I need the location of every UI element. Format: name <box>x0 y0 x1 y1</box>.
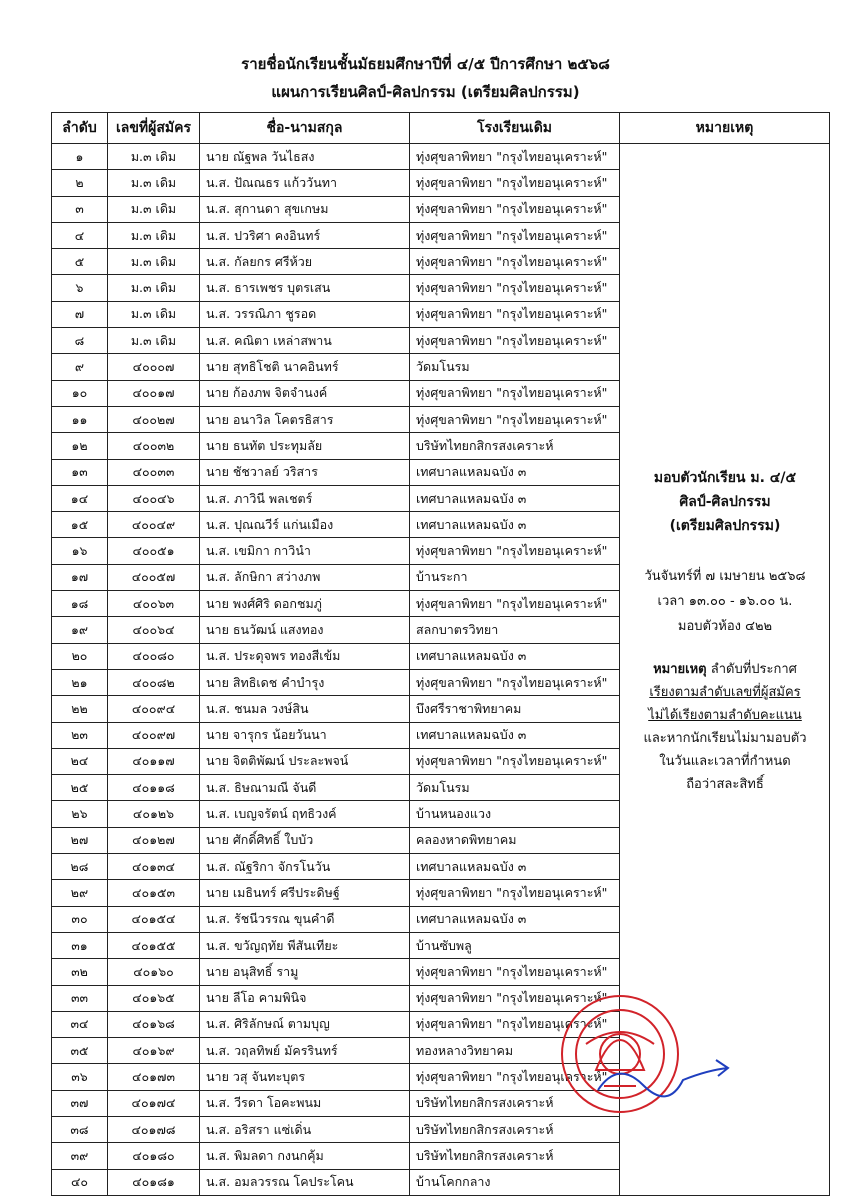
row-order: ๘ <box>52 328 108 354</box>
table-header-row <box>52 113 830 144</box>
row-applicant-no: ม.๓ เดิม <box>108 196 200 222</box>
row-previous-school: วัดมโนรม <box>410 775 620 801</box>
signature-mark <box>588 1050 738 1110</box>
row-applicant-no: ๔๐๐๐๗ <box>108 354 200 380</box>
document-title: รายชื่อนักเรียนชั้นมัธยมศึกษาปีที่ ๔/๕ ปีการศึกษา ๒๕๖๘ <box>241 55 610 73</box>
row-previous-school: เทศบาลแหลมฉบัง ๓ <box>410 854 620 880</box>
note-text: และหากนักเรียนไม่มามอบตัว <box>643 731 807 746</box>
row-previous-school: ทุ่งศุขลาพิทยา "กรุงไทยอนุเคราะห์" <box>410 328 620 354</box>
row-student-name: นาย เมธินทร์ ศรีประดิษฐ์ <box>200 880 410 906</box>
row-applicant-no: ๔๐๐๘๐ <box>108 643 200 669</box>
row-order: ๓๔ <box>52 1011 108 1037</box>
row-previous-school: บ้านหนองแวง <box>410 801 620 827</box>
row-student-name: นาย ธนวัฒน์ แสงทอง <box>200 617 410 643</box>
row-previous-school: เทศบาลแหลมฉบัง ๓ <box>410 722 620 748</box>
row-student-name: น.ส. อมลวรรณ โคประโคน <box>200 1169 410 1195</box>
row-student-name: นาย ศักดิ์ศิทธิ์ ใบบัว <box>200 827 410 853</box>
row-applicant-no: ๔๐๑๘๑ <box>108 1169 200 1195</box>
row-previous-school: วัดมโนรม <box>410 354 620 380</box>
row-applicant-no: ๔๐๐๖๔ <box>108 617 200 643</box>
row-order: ๑๗ <box>52 564 108 590</box>
row-previous-school: บริษัทไทยกสิกรสงเคราะห์ <box>410 1090 620 1116</box>
row-applicant-no: ๔๐๑๖๘ <box>108 1011 200 1037</box>
row-order: ๙ <box>52 354 108 380</box>
row-order: ๒๙ <box>52 880 108 906</box>
row-order: ๒๓ <box>52 722 108 748</box>
row-order: ๒๑ <box>52 669 108 695</box>
note-text-underlined: ไม่ได้เรียงตามลำดับคะแนน <box>648 708 802 723</box>
row-order: ๑๘ <box>52 591 108 617</box>
row-student-name: นาย สุทธิโชติ นาคอินทร์ <box>200 354 410 380</box>
row-order: ๓๖ <box>52 1064 108 1090</box>
row-student-name: น.ส. ณัฐริกา จักรโนวัน <box>200 854 410 880</box>
row-applicant-no: ๔๐๑๗๓ <box>108 1064 200 1090</box>
row-previous-school: เทศบาลแหลมฉบัง ๓ <box>410 906 620 932</box>
row-previous-school: ทุ่งศุขลาพิทยา "กรุงไทยอนุเคราะห์" <box>410 406 620 432</box>
row-student-name: นาย ธนทัต ประทุมลัย <box>200 433 410 459</box>
row-applicant-no: ๔๐๑๕๕ <box>108 932 200 958</box>
schedule-time: เวลา ๑๓.๐๐ - ๑๖.๐๐ น. <box>657 594 793 609</box>
row-order: ๒๘ <box>52 854 108 880</box>
row-previous-school: บ้านระกา <box>410 564 620 590</box>
row-applicant-no: ๔๐๑๑๘ <box>108 775 200 801</box>
row-order: ๑๙ <box>52 617 108 643</box>
row-previous-school: บริษัทไทยกสิกรสงเคราะห์ <box>410 1116 620 1142</box>
notice-line: ศิลป์-ศิลปกรรม <box>679 494 771 510</box>
row-previous-school: เทศบาลแหลมฉบัง ๓ <box>410 459 620 485</box>
header-remarks: หมายเหตุ <box>620 113 830 144</box>
row-applicant-no: ๔๐๐๙๔ <box>108 696 200 722</box>
row-applicant-no: ๔๐๐๖๓ <box>108 591 200 617</box>
row-order: ๑๔ <box>52 485 108 511</box>
row-student-name: นาย ชัชวาลย์ วริสาร <box>200 459 410 485</box>
row-student-name: น.ส. อริสรา แซ่เดิ่น <box>200 1116 410 1142</box>
row-applicant-no: ๔๐๑๒๖ <box>108 801 200 827</box>
row-order: ๓๙ <box>52 1143 108 1169</box>
row-student-name: นาย สิทธิเดช คำบำรุง <box>200 669 410 695</box>
row-order: ๑๓ <box>52 459 108 485</box>
row-student-name: นาย จิตติพัฒน์ ประละพจน์ <box>200 748 410 774</box>
note-text: ลำดับที่ประกาศ <box>710 662 797 677</box>
row-student-name: นาย จารุกร น้อยวันนา <box>200 722 410 748</box>
row-order: ๒๐ <box>52 643 108 669</box>
row-previous-school: ทุ่งศุขลาพิทยา "กรุงไทยอนุเคราะห์" <box>410 249 620 275</box>
enrollment-notice <box>620 466 830 538</box>
row-previous-school: บึงศรีราชาพิทยาคม <box>410 696 620 722</box>
row-previous-school: ทุ่งศุขลาพิทยา "กรุงไทยอนุเคราะห์" <box>410 1064 620 1090</box>
row-applicant-no: ๔๐๑๗๘ <box>108 1116 200 1142</box>
row-student-name: น.ส. พิมลดา กงนกคุ้ม <box>200 1143 410 1169</box>
row-applicant-no: ๔๐๐๘๒ <box>108 669 200 695</box>
row-student-name: น.ส. ศิริลักษณ์ ตามบุญ <box>200 1011 410 1037</box>
row-student-name: น.ส. รัชนีวรรณ ขุนคำดี <box>200 906 410 932</box>
row-applicant-no: ๔๐๑๓๔ <box>108 854 200 880</box>
row-applicant-no: ๔๐๑๗๔ <box>108 1090 200 1116</box>
row-previous-school: ทุ่งศุขลาพิทยา "กรุงไทยอนุเคราะห์" <box>410 301 620 327</box>
row-order: ๓ <box>52 196 108 222</box>
row-applicant-no: ม.๓ เดิม <box>108 249 200 275</box>
row-previous-school: ทุ่งศุขลาพิทยา "กรุงไทยอนุเคราะห์" <box>410 959 620 985</box>
row-order: ๔ <box>52 222 108 248</box>
row-order: ๑ <box>52 144 108 170</box>
row-order: ๒๕ <box>52 775 108 801</box>
row-student-name: น.ส. คณิตา เหล่าสพาน <box>200 328 410 354</box>
schedule-room: มอบตัวห้อง ๔๒๒ <box>677 619 773 634</box>
row-previous-school: เทศบาลแหลมฉบัง ๓ <box>410 485 620 511</box>
note-text: ในวันและเวลาที่กำหนด <box>659 754 791 769</box>
row-student-name: น.ส. ธารเพชร บุตรเสน <box>200 275 410 301</box>
row-applicant-no: ๔๐๐๔๖ <box>108 485 200 511</box>
row-student-name: นาย อนาวิล โคตรธิสาร <box>200 406 410 432</box>
row-previous-school: ทองหลางวิทยาคม <box>410 1038 620 1064</box>
row-order: ๑๐ <box>52 380 108 406</box>
document-subtitle: แผนการเรียนศิลป์-ศิลปกรรม (เตรียมศิลปกรรม) <box>271 83 580 101</box>
row-previous-school: ทุ่งศุขลาพิทยา "กรุงไทยอนุเคราะห์" <box>410 669 620 695</box>
row-previous-school: ทุ่งศุขลาพิทยา "กรุงไทยอนุเคราะห์" <box>410 748 620 774</box>
row-student-name: นาย วสุ จันทะบุตร <box>200 1064 410 1090</box>
row-order: ๒๗ <box>52 827 108 853</box>
student-list-table <box>51 112 830 1196</box>
notice-line: มอบตัวนักเรียน ม. ๔/๕ <box>653 470 797 486</box>
row-student-name: น.ส. สุกานดา สุขเกษม <box>200 196 410 222</box>
row-student-name: น.ส. กัลยกร ศรีห้วย <box>200 249 410 275</box>
row-student-name: น.ส. เบญจรัตน์ ฤทธิวงค์ <box>200 801 410 827</box>
row-applicant-no: ๔๐๑๖๙ <box>108 1038 200 1064</box>
row-previous-school: คลองหาดพิทยาคม <box>410 827 620 853</box>
header-name: ชื่อ-นามสกุล <box>200 113 410 144</box>
row-student-name: น.ส. ขวัญฤทัย พีสันเทียะ <box>200 932 410 958</box>
row-applicant-no: ม.๓ เดิม <box>108 328 200 354</box>
row-applicant-no: ม.๓ เดิม <box>108 222 200 248</box>
row-student-name: น.ส. วฤลทิพย์ มัครรินทร์ <box>200 1038 410 1064</box>
row-applicant-no: ๔๐๐๔๙ <box>108 512 200 538</box>
header-previous-school: โรงเรียนเดิม <box>410 113 620 144</box>
row-order: ๑๑ <box>52 406 108 432</box>
row-order: ๑๕ <box>52 512 108 538</box>
schedule-date: วันจันทร์ที่ ๗ เมษายน ๒๕๖๘ <box>644 569 806 584</box>
row-student-name: น.ส. ธิษณามณี จันดี <box>200 775 410 801</box>
row-previous-school: ทุ่งศุขลาพิทยา "กรุงไทยอนุเคราะห์" <box>410 380 620 406</box>
row-student-name: น.ส. ประดุจพร ทองสีเข้ม <box>200 643 410 669</box>
row-previous-school: ทุ่งศุขลาพิทยา "กรุงไทยอนุเคราะห์" <box>410 170 620 196</box>
row-previous-school: บ้านโคกกลาง <box>410 1169 620 1195</box>
row-student-name: น.ส. ลักษิกา สว่างภพ <box>200 564 410 590</box>
row-order: ๕ <box>52 249 108 275</box>
row-order: ๓๕ <box>52 1038 108 1064</box>
row-previous-school: เทศบาลแหลมฉบัง ๓ <box>410 643 620 669</box>
row-order: ๒ <box>52 170 108 196</box>
row-order: ๒๒ <box>52 696 108 722</box>
row-student-name: น.ส. ปวริศา คงอินทร์ <box>200 222 410 248</box>
row-student-name: นาย ณัฐพล วันไธสง <box>200 144 410 170</box>
row-applicant-no: ๔๐๐๓๓ <box>108 459 200 485</box>
row-order: ๓๐ <box>52 906 108 932</box>
row-student-name: นาย ก้องภพ จิตจำนงค์ <box>200 380 410 406</box>
row-previous-school: ทุ่งศุขลาพิทยา "กรุงไทยอนุเคราะห์" <box>410 1011 620 1037</box>
row-applicant-no: ม.๓ เดิม <box>108 170 200 196</box>
row-student-name: น.ส. ภาวินี พลเชตร์ <box>200 485 410 511</box>
row-student-name: นาย พงศ์ศิริ ดอกชมภู่ <box>200 591 410 617</box>
row-order: ๓๑ <box>52 932 108 958</box>
row-applicant-no: ม.๓ เดิม <box>108 275 200 301</box>
table-row <box>52 144 830 170</box>
row-applicant-no: ๔๐๐๒๗ <box>108 406 200 432</box>
row-applicant-no: ๔๐๐๓๒ <box>108 433 200 459</box>
row-student-name: นาย อนุสิทธิ์ รามู <box>200 959 410 985</box>
notice-line: (เตรียมศิลปกรรม) <box>669 518 781 534</box>
row-applicant-no: ม.๓ เดิม <box>108 144 200 170</box>
row-previous-school: ทุ่งศุขลาพิทยา "กรุงไทยอนุเคราะห์" <box>410 880 620 906</box>
remarks-note <box>620 658 830 796</box>
row-order: ๒๖ <box>52 801 108 827</box>
note-label: หมายเหตุ <box>653 662 707 677</box>
row-order: ๓๗ <box>52 1090 108 1116</box>
row-applicant-no: ม.๓ เดิม <box>108 301 200 327</box>
row-student-name: น.ส. ปุณณวีร์ แก่นเมือง <box>200 512 410 538</box>
row-applicant-no: ๔๐๐๙๗ <box>108 722 200 748</box>
row-applicant-no: ๔๐๐๕๗ <box>108 564 200 590</box>
row-order: ๓๒ <box>52 959 108 985</box>
row-order: ๓๘ <box>52 1116 108 1142</box>
row-previous-school: ทุ่งศุขลาพิทยา "กรุงไทยอนุเคราะห์" <box>410 538 620 564</box>
row-applicant-no: ๔๐๑๖๕ <box>108 985 200 1011</box>
row-previous-school: ทุ่งศุขลาพิทยา "กรุงไทยอนุเคราะห์" <box>410 275 620 301</box>
row-student-name: น.ส. วรรณิภา ชูรอด <box>200 301 410 327</box>
row-student-name: นาย ลีโอ คามพินิจ <box>200 985 410 1011</box>
row-previous-school: ทุ่งศุขลาพิทยา "กรุงไทยอนุเคราะห์" <box>410 591 620 617</box>
row-order: ๔๐ <box>52 1169 108 1195</box>
row-previous-school: บริษัทไทยกสิกรสงเคราะห์ <box>410 433 620 459</box>
row-order: ๖ <box>52 275 108 301</box>
row-order: ๑๖ <box>52 538 108 564</box>
header-order: ลำดับ <box>52 113 108 144</box>
enrollment-schedule <box>620 564 830 639</box>
row-applicant-no: ๔๐๑๕๓ <box>108 880 200 906</box>
row-previous-school: สลกบาตรวิทยา <box>410 617 620 643</box>
row-order: ๗ <box>52 301 108 327</box>
row-order: ๓๓ <box>52 985 108 1011</box>
row-applicant-no: ๔๐๑๘๐ <box>108 1143 200 1169</box>
row-student-name: น.ส. ชนมล วงษ์สิน <box>200 696 410 722</box>
row-previous-school: ทุ่งศุขลาพิทยา "กรุงไทยอนุเคราะห์" <box>410 196 620 222</box>
row-applicant-no: ๔๐๑๑๗ <box>108 748 200 774</box>
note-text: ถือว่าสละสิทธิ์ <box>686 777 764 792</box>
row-previous-school: ทุ่งศุขลาพิทยา "กรุงไทยอนุเคราะห์" <box>410 985 620 1011</box>
row-order: ๑๒ <box>52 433 108 459</box>
row-applicant-no: ๔๐๐๑๗ <box>108 380 200 406</box>
row-student-name: น.ส. ปัณณธร แก้ววันทา <box>200 170 410 196</box>
row-applicant-no: ๔๐๑๒๗ <box>108 827 200 853</box>
row-student-name: น.ส. วีรดา โอคะพนม <box>200 1090 410 1116</box>
row-previous-school: ทุ่งศุขลาพิทยา "กรุงไทยอนุเคราะห์" <box>410 222 620 248</box>
header-applicant-no: เลขที่ผู้สมัคร <box>108 113 200 144</box>
row-student-name: น.ส. เขมิกา กาวินำ <box>200 538 410 564</box>
row-previous-school: เทศบาลแหลมฉบัง ๓ <box>410 512 620 538</box>
row-previous-school: ทุ่งศุขลาพิทยา "กรุงไทยอนุเคราะห์" <box>410 144 620 170</box>
row-applicant-no: ๔๐๑๕๔ <box>108 906 200 932</box>
row-previous-school: บริษัทไทยกสิกรสงเคราะห์ <box>410 1143 620 1169</box>
row-applicant-no: ๔๐๐๕๑ <box>108 538 200 564</box>
row-previous-school: บ้านซับพลู <box>410 932 620 958</box>
note-text-underlined: เรียงตามลำดับเลขที่ผู้สมัคร <box>649 685 801 700</box>
table-body <box>52 144 830 1196</box>
row-order: ๒๔ <box>52 748 108 774</box>
row-applicant-no: ๔๐๑๖๐ <box>108 959 200 985</box>
